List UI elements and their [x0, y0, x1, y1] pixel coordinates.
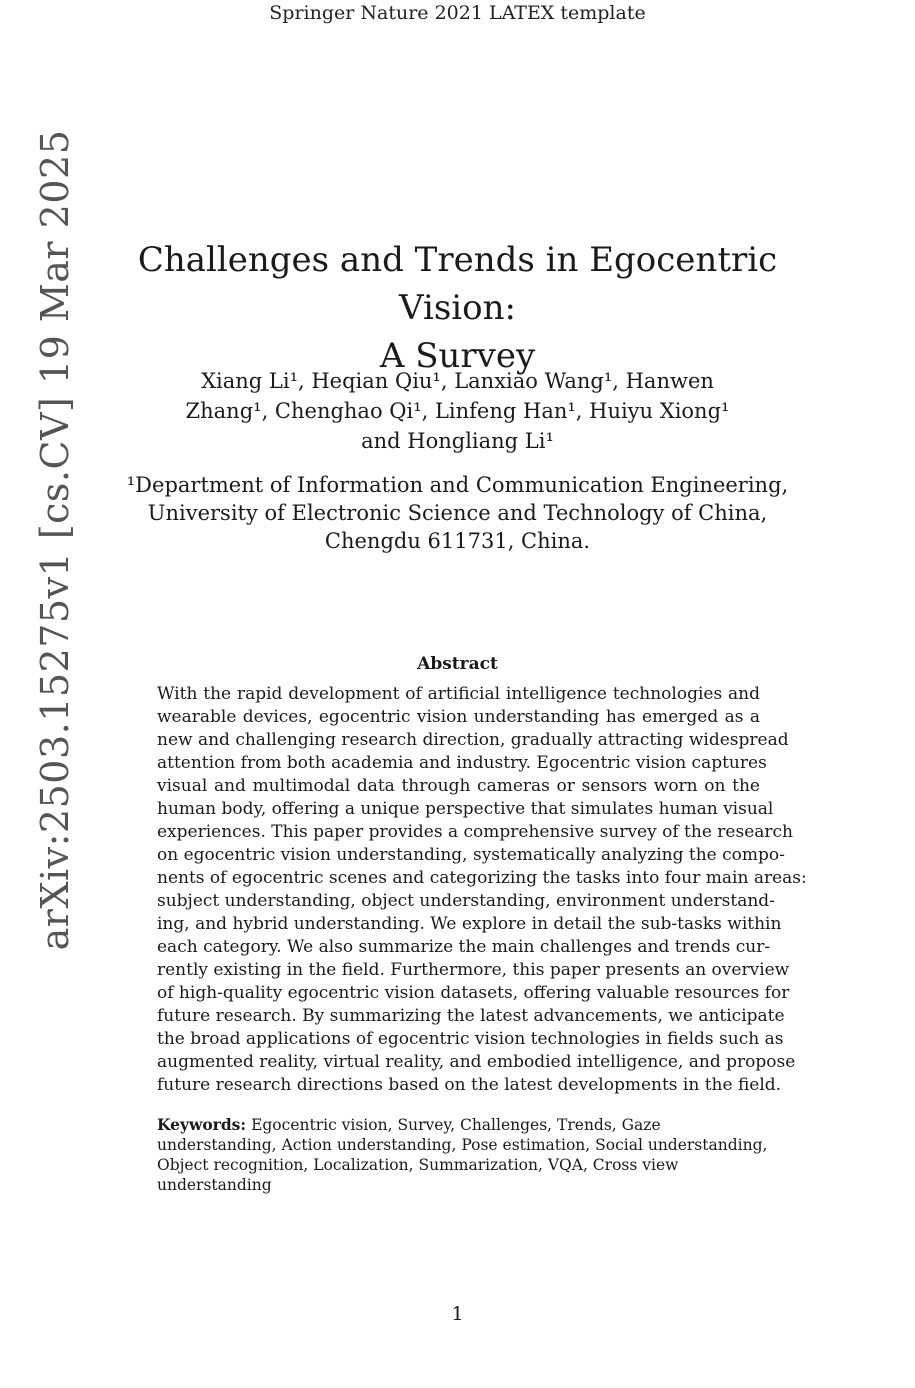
keywords-line: understanding	[157, 1176, 272, 1194]
author-line: Zhang¹, Chenghao Qi¹, Linfeng Han¹, Huiyu Xiong¹	[185, 399, 730, 423]
abstract-line: rently existing in the field. Furthermore, this paper presents an overview	[157, 960, 790, 980]
title-line: A Survey	[379, 336, 536, 376]
abstract-line: each category. We also summarize the main challenges and trends cur-	[157, 937, 771, 957]
abstract-line: future research directions based on the latest developments in the field.	[157, 1075, 782, 1095]
affiliation	[120, 471, 795, 555]
author-line: and Hongliang Li¹	[361, 429, 554, 453]
abstract-line: human body, offering a unique perspective that simulates human visual	[157, 799, 774, 819]
page-number: 1	[451, 1303, 464, 1325]
abstract-line: With the rapid development of artificial intelligence technologies and	[157, 684, 760, 704]
abstract-line: augmented reality, virtual reality, and embodied intelligence, and propose	[157, 1052, 796, 1072]
affiliation-line: ¹Department of Information and Communication Engineering,	[126, 473, 789, 497]
affiliation-line: University of Electronic Science and Technology of China,	[147, 501, 768, 525]
arxiv-identifier: arXiv:2503.15275v1 [cs.CV] 19 Mar 2025	[33, 129, 77, 951]
abstract-line: new and challenging research direction, gradually attracting widespread	[157, 730, 789, 750]
keywords-line: understanding, Action understanding, Pose estimation, Social understanding,	[157, 1136, 768, 1154]
abstract-line: of high-quality egocentric vision datasets, offering valuable resources for	[157, 983, 790, 1003]
keywords-block	[157, 1115, 768, 1195]
author-line: Xiang Li¹, Heqian Qiu¹, Lanxiao Wang¹, Hanwen	[201, 369, 714, 393]
abstract-line: nents of egocentric scenes and categorizing the tasks into four main areas:	[157, 868, 807, 888]
abstract-line: visual and multimodal data through cameras or sensors worn on the	[157, 776, 760, 796]
abstract-body	[157, 683, 807, 1097]
abstract-heading: Abstract	[417, 654, 498, 674]
abstract-line: wearable devices, egocentric vision understanding has emerged as a	[157, 707, 760, 727]
abstract-line: ing, and hybrid understanding. We explore in detail the sub-tasks within	[157, 914, 782, 934]
keywords-line: Object recognition, Localization, Summarization, VQA, Cross view	[157, 1156, 679, 1174]
running-header: Springer Nature 2021 LATEX template	[269, 2, 646, 24]
abstract-line: attention from both academia and industry. Egocentric vision captures	[157, 753, 767, 773]
paper-title	[100, 236, 815, 380]
keywords-text: Egocentric vision, Survey, Challenges, Trends, Gaze	[246, 1116, 661, 1134]
abstract-line: future research. By summarizing the latest advancements, we anticipate	[157, 1006, 785, 1026]
title-line: Challenges and Trends in Egocentric Vision:	[137, 240, 778, 328]
author-list	[150, 366, 765, 456]
abstract-line: subject understanding, object understanding, environment understand-	[157, 891, 775, 911]
affiliation-line: Chengdu 611731, China.	[324, 529, 591, 553]
abstract-line: experiences. This paper provides a comprehensive survey of the research	[157, 822, 793, 842]
abstract-line: on egocentric vision understanding, systematically analyzing the compo-	[157, 845, 785, 865]
keywords-line	[157, 1115, 760, 1135]
abstract-line: the broad applications of egocentric vision technologies in fields such as	[157, 1029, 784, 1049]
keywords-label: Keywords:	[157, 1115, 247, 1134]
